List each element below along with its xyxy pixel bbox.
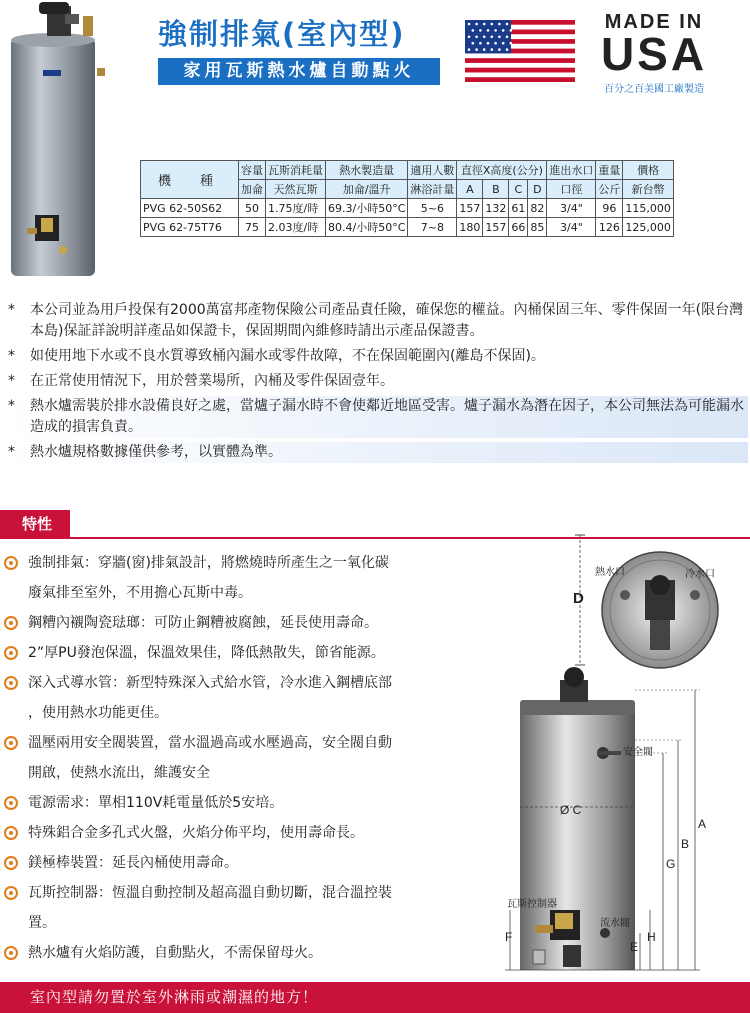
heater-diagram-svg [495, 525, 745, 980]
table-cell: 75 [239, 218, 266, 237]
flag-stripe [465, 58, 575, 63]
table-header: 直徑X高度(公分) [457, 161, 547, 180]
feature-item [4, 698, 494, 728]
table-subheader: B [483, 180, 509, 199]
circle-bullet-icon [4, 856, 18, 870]
circle-bullet-icon [4, 796, 18, 810]
feature-text: 電源需求：單相110V耗電量低於5安培。 [28, 795, 284, 811]
flag-stripe [465, 63, 575, 68]
hot-outlet-label: 熱水口 [595, 567, 625, 578]
feature-item [4, 848, 494, 878]
spec-table [140, 160, 674, 237]
feature-text: 溫壓兩用安全閥裝置，當水溫過高或水壓過高，安全閥自動 [28, 735, 392, 751]
flag-star [472, 29, 475, 32]
flag-star [483, 48, 486, 51]
table-subheader: C [509, 180, 528, 199]
flag-star [475, 48, 478, 51]
flag-star [502, 42, 505, 45]
water-heater-photo [5, 0, 125, 282]
table-cell: 157 [483, 218, 509, 237]
feature-item [4, 728, 494, 758]
asterisk-icon: * [8, 302, 15, 318]
table-cell: 85 [528, 218, 547, 237]
table-cell: 82 [528, 199, 547, 218]
flag-star [479, 29, 482, 32]
asterisk-icon: * [8, 444, 15, 460]
feature-text: ，使用熱水功能更佳。 [28, 705, 168, 721]
feature-item [4, 938, 494, 968]
note-item [8, 396, 748, 438]
page-subtitle: 家用瓦斯熱水爐自動點火 [158, 58, 440, 85]
note-item [8, 442, 748, 463]
table-cell: 126 [596, 218, 623, 237]
table-cell: 2.03度/時 [266, 218, 326, 237]
table-header: 容量 [239, 161, 266, 180]
note-text: 本公司並為用戶投保有2000萬富邦產物保險公司產品責任險，確保您的權益。內桶保固三年、零件保固一年(限台灣本島)保証詳說明詳產品如保證卡，保固期間內維修時請出示產品保證書。 [30, 302, 744, 339]
feature-item [4, 548, 494, 578]
flag-star [506, 48, 509, 51]
table-subheader: 口徑 [547, 180, 596, 199]
flag-star [468, 23, 471, 26]
table-cell: 69.3/小時50°C [326, 199, 408, 218]
safety-valve-label: 安全閥 [623, 747, 653, 758]
table-row [141, 199, 674, 218]
table-subheader: A [457, 180, 483, 199]
features-list [4, 548, 494, 968]
table-header: 瓦斯消耗量 [266, 161, 326, 180]
table-cell: PVG 62-75T76 [141, 218, 239, 237]
feature-item [4, 608, 494, 638]
table-cell: 180 [457, 218, 483, 237]
flag-star [475, 36, 478, 39]
flag-stripe [465, 77, 575, 82]
flag-star [498, 23, 501, 26]
table-cell: 50 [239, 199, 266, 218]
circle-bullet-icon [4, 676, 18, 690]
flag-star [510, 29, 513, 32]
table-row [141, 218, 674, 237]
table-cell: 80.4/小時50°C [326, 218, 408, 237]
note-text: 如使用地下水或不良水質導致桶內漏水或零件故障，不在保固範圍內(離島不保固)。 [30, 348, 545, 364]
dimension-c-label: Ø C [560, 803, 582, 817]
flag-star [475, 23, 478, 26]
flag-star [491, 36, 494, 39]
us-flag-icon [465, 20, 575, 82]
circle-bullet-icon [4, 826, 18, 840]
feature-text: 廢氣排至室外，不用擔心瓦斯中毒。 [28, 585, 252, 601]
table-cell: 157 [457, 199, 483, 218]
dimension-d-label: D [573, 590, 584, 607]
note-text: 熱水爐規格數據僅供參考，以實體為準。 [30, 444, 282, 460]
flag-star [483, 36, 486, 39]
note-text: 熱水爐需裝於排水設備良好之處，當爐子漏水時不會使鄰近地區受害。爐子漏水為潛在因子，本公司無法為可能漏水造成的損害負責。 [30, 398, 744, 435]
made-in-text: MADE IN [604, 11, 704, 33]
made-in-usa-badge [590, 12, 718, 95]
table-cell: 3/4" [547, 218, 596, 237]
dimension-g-label: G [666, 857, 676, 871]
feature-text: 鎂極棒裝置：延長內桶使用壽命。 [28, 855, 238, 871]
feature-text: 熱水爐有火焰防護，自動點火，不需保留母火。 [28, 945, 322, 961]
usa-note: 百分之百美國工廠製造 [604, 84, 704, 95]
note-item [8, 300, 748, 342]
flag-star [487, 42, 490, 45]
table-cell: PVG 62-50S62 [141, 199, 239, 218]
flag-stripe [465, 53, 575, 58]
flag-star [468, 48, 471, 51]
table-cell: 5~6 [408, 199, 457, 218]
table-subheader: 加侖 [239, 180, 266, 199]
cold-inlet-label: 冷水口 [685, 569, 715, 580]
gas-controller-label: 瓦斯控制器 [507, 899, 557, 910]
table-cell: 66 [509, 218, 528, 237]
table-header: 價格 [623, 161, 674, 180]
flag-star [483, 23, 486, 26]
note-item [8, 346, 748, 367]
table-cell: 96 [596, 199, 623, 218]
notes-list [8, 300, 748, 467]
feature-text: 特殊鋁合金多孔式火盤，火焰分佈平均，使用壽命長。 [28, 825, 364, 841]
flag-star [506, 23, 509, 26]
flag-star [510, 42, 513, 45]
circle-bullet-icon [4, 556, 18, 570]
flag-star [498, 36, 501, 39]
flag-star [479, 42, 482, 45]
feature-text: 開啟，使熱水流出，維護安全 [28, 765, 210, 781]
flag-star [491, 48, 494, 51]
feature-text: 深入式導水管：新型特殊深入式給水管，冷水進入鋼槽底部 [28, 675, 392, 691]
usa-text: USA [600, 28, 708, 80]
note-item [8, 371, 748, 392]
table-subheader: 淋浴計量 [408, 180, 457, 199]
feature-text: 置。 [28, 915, 56, 931]
asterisk-icon: * [8, 398, 15, 414]
table-cell: 115,000 [623, 199, 674, 218]
asterisk-icon: * [8, 348, 15, 364]
table-subheader: 公斤 [596, 180, 623, 199]
table-cell: 132 [483, 199, 509, 218]
circle-bullet-icon [4, 946, 18, 960]
feature-text: 強制排氣：穿牆(窗)排氣設計，將燃燒時所產生之一氧化碳 [28, 555, 389, 571]
flag-star [494, 42, 497, 45]
circle-bullet-icon [4, 646, 18, 660]
dimension-a-label: A [698, 817, 707, 831]
features-heading: 特性 [0, 510, 70, 538]
feature-item [4, 578, 494, 608]
table-header: 熱水製造量 [326, 161, 408, 180]
table-cell: 1.75度/時 [266, 199, 326, 218]
flag-star [506, 36, 509, 39]
flag-star [468, 36, 471, 39]
table-cell: 7~8 [408, 218, 457, 237]
dimension-b-label: B [681, 837, 690, 851]
table-subheader: 加侖/溫升 [326, 180, 408, 199]
table-subheader: D [528, 180, 547, 199]
feature-item [4, 788, 494, 818]
circle-bullet-icon [4, 736, 18, 750]
dimension-h-label: H [647, 930, 656, 944]
flag-star [491, 23, 494, 26]
dimension-f-label: F [505, 930, 513, 944]
feature-item [4, 638, 494, 668]
page-title: 強制排氣(室內型) [158, 17, 406, 51]
table-header: 進出水口 [547, 161, 596, 180]
table-header: 適用人數 [408, 161, 457, 180]
flag-star [502, 29, 505, 32]
feature-item [4, 668, 494, 698]
table-cell: 61 [509, 199, 528, 218]
flag-stripe [465, 68, 575, 73]
circle-bullet-icon [4, 886, 18, 900]
flag-star [487, 29, 490, 32]
flag-star [494, 29, 497, 32]
feature-text: 瓦斯控制器：恆溫自動控制及超高溫自動切斷，混合溫控裝 [28, 885, 392, 901]
dimension-e-label: E [630, 940, 639, 954]
model-header: 機 種 [141, 161, 239, 199]
table-subheader: 新台幣 [623, 180, 674, 199]
footer-warning: 室內型請勿置於室外淋雨或潮濕的地方！ [0, 982, 750, 1013]
table-cell: 125,000 [623, 218, 674, 237]
flag-stripe [465, 72, 575, 77]
flag-star [472, 42, 475, 45]
table-subheader: 天然瓦斯 [266, 180, 326, 199]
table-cell: 3/4" [547, 199, 596, 218]
feature-text: 鋼糟內襯陶瓷琺瑯：可防止鋼糟被腐蝕，延長使用壽命。 [28, 615, 378, 631]
dimension-diagram [495, 525, 745, 980]
note-text: 在正常使用情況下，用於營業場所，內桶及零件保固壹年。 [30, 373, 394, 389]
feature-text: 2”厚PU發泡保溫，保溫效果佳，降低熱散失，節省能源。 [28, 645, 385, 661]
table-header: 重量 [596, 161, 623, 180]
table-header-row [141, 161, 674, 180]
asterisk-icon: * [8, 373, 15, 389]
drain-valve-label: 流水閥 [600, 918, 630, 929]
feature-item [4, 818, 494, 848]
flag-star [498, 48, 501, 51]
circle-bullet-icon [4, 616, 18, 630]
feature-item [4, 878, 494, 908]
feature-item [4, 908, 494, 938]
feature-item [4, 758, 494, 788]
